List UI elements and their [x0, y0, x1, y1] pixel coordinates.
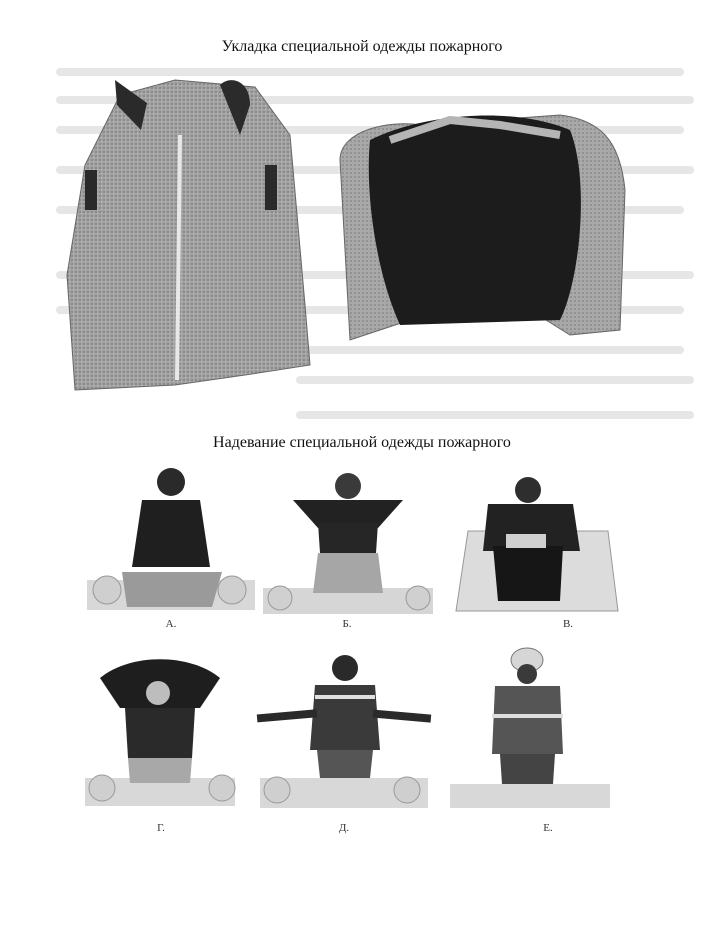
photo-step-b [258, 468, 438, 614]
photo-opened-suit [330, 100, 630, 350]
photo-step-v [448, 476, 620, 614]
photo-step-g [80, 648, 240, 808]
section-title-donning: Надевание специальной одежды пожарного [213, 434, 511, 451]
step-label-a: А. [165, 618, 177, 630]
step-label-v: В. [562, 618, 574, 630]
step-label-d: Д. [338, 822, 350, 834]
photo-step-a [82, 462, 260, 612]
photo-step-d [255, 650, 433, 810]
photo-step-e [445, 644, 615, 810]
photo-folded-suit [55, 75, 315, 395]
section-title-packing: Укладка специальной одежды пожарного [221, 38, 503, 55]
step-label-b: Б. [342, 618, 352, 630]
step-label-e: Е. [543, 822, 553, 834]
step-label-g: Г. [157, 822, 165, 834]
